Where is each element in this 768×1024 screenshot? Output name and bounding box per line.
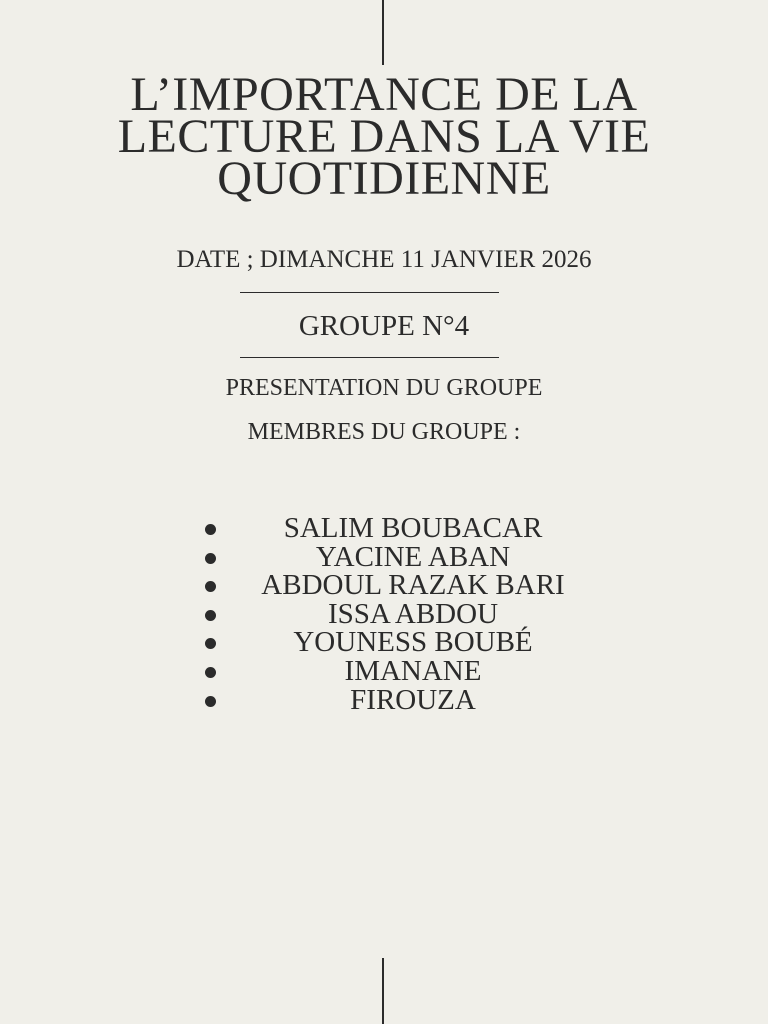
date-line: DATE ; DIMANCHE 11 JANVIER 2026 [176, 246, 592, 273]
bullet-icon [205, 610, 216, 621]
bottom-vertical-line [382, 958, 384, 1024]
title-line-3: QUOTIDIENNE [217, 152, 551, 205]
bullet-icon [205, 638, 216, 649]
member-name: FIROUZA [350, 683, 476, 716]
bullet-icon [205, 667, 216, 678]
presentation-heading: PRESENTATION DU GROUPE [225, 375, 543, 401]
list-item [196, 597, 596, 630]
member-name: SALIM BOUBACAR [283, 512, 543, 544]
bullet-icon [205, 696, 216, 707]
list-item [196, 540, 596, 573]
list-item [196, 571, 596, 600]
bullet-icon [205, 581, 216, 592]
divider-bottom [240, 357, 499, 358]
title-line-2: LECTURE DANS LA VIE [117, 110, 651, 163]
bullet-icon [205, 524, 216, 535]
list-item [196, 628, 596, 657]
member-name: YACINE ABAN [315, 540, 511, 573]
top-vertical-line [382, 0, 384, 65]
members-label: MEMBRES DU GROUPE : [247, 419, 521, 445]
title-line-1: L’IMPORTANCE DE LA [130, 68, 638, 121]
page-title [40, 68, 728, 205]
group-number: GROUPE N°4 [298, 310, 470, 342]
divider-top [240, 292, 499, 293]
list-item [196, 514, 596, 543]
member-name: ABDOUL RAZAK BARI [261, 569, 565, 602]
list-item [196, 654, 596, 687]
members-list [196, 514, 596, 714]
list-item [196, 683, 596, 716]
bullet-icon [205, 553, 216, 564]
member-name: YOUNESS BOUBÉ [293, 626, 533, 659]
member-name: ISSA ABDOU [327, 597, 499, 630]
member-name: IMANANE [344, 654, 482, 687]
